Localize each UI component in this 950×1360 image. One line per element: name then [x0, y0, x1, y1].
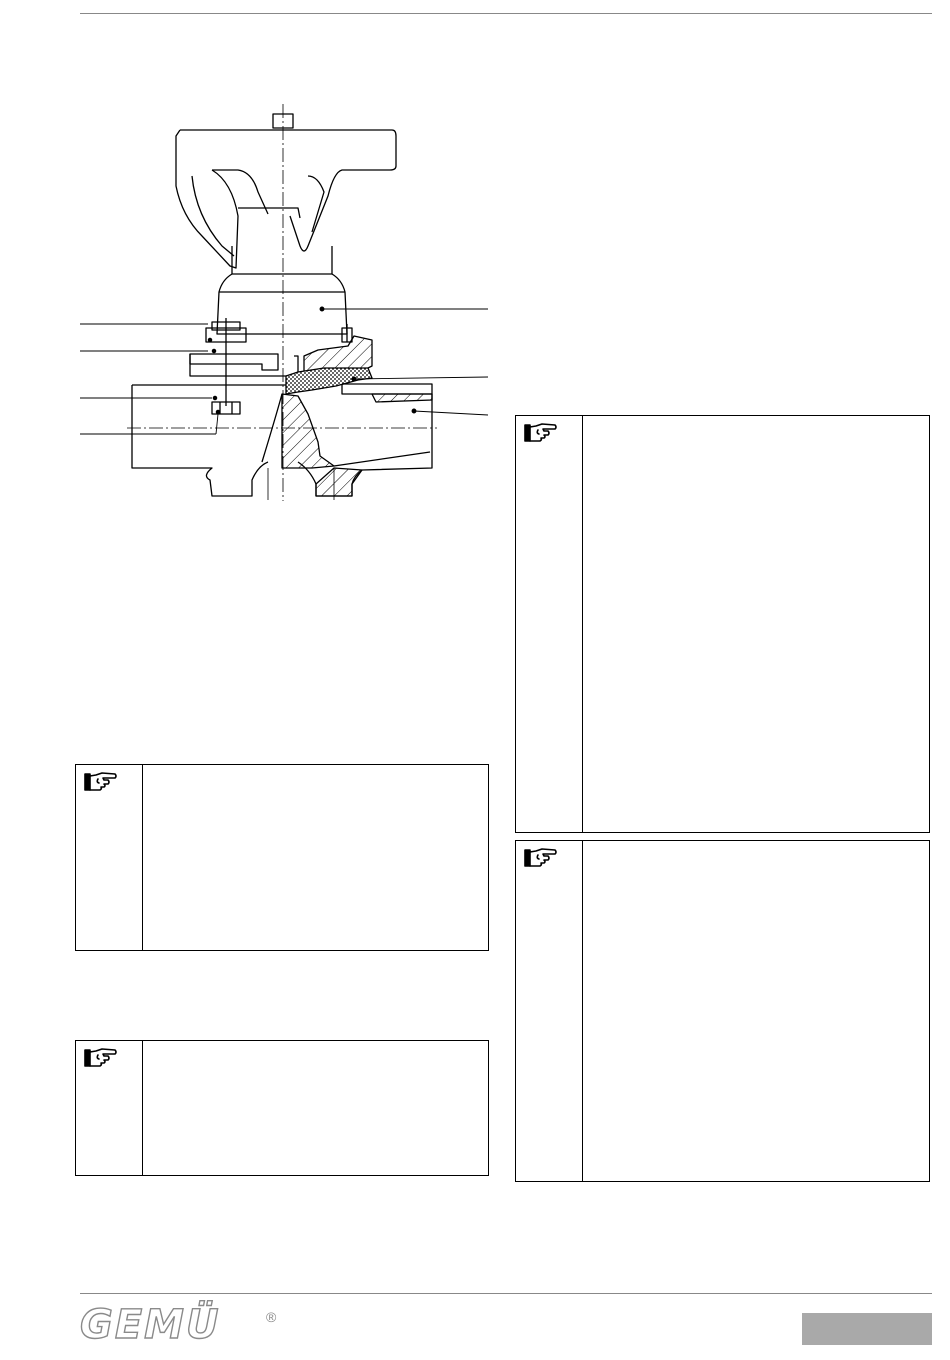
pointing-hand-icon: [524, 847, 558, 869]
bottom-rule: [80, 1293, 932, 1294]
top-rule: [80, 13, 932, 14]
notice-box-2: [75, 1040, 489, 1176]
pointing-hand-icon: [84, 1047, 118, 1069]
notice-box-divider: [142, 1041, 143, 1175]
registered-mark: ®: [266, 1309, 277, 1325]
notice-box-4: [515, 840, 930, 1182]
gemu-logo: [80, 1303, 290, 1351]
notice-box-divider: [142, 765, 143, 950]
notice-box-3: [515, 415, 930, 833]
page-number-tab: [802, 1313, 932, 1345]
notice-box-divider: [582, 416, 583, 832]
logo-text: GEMÜ: [80, 1302, 221, 1348]
notice-box-1: [75, 764, 489, 951]
pointing-hand-icon: [84, 771, 118, 793]
pointing-hand-icon: [524, 422, 558, 444]
notice-box-divider: [582, 841, 583, 1181]
valve-cross-section-drawing: [72, 96, 492, 506]
